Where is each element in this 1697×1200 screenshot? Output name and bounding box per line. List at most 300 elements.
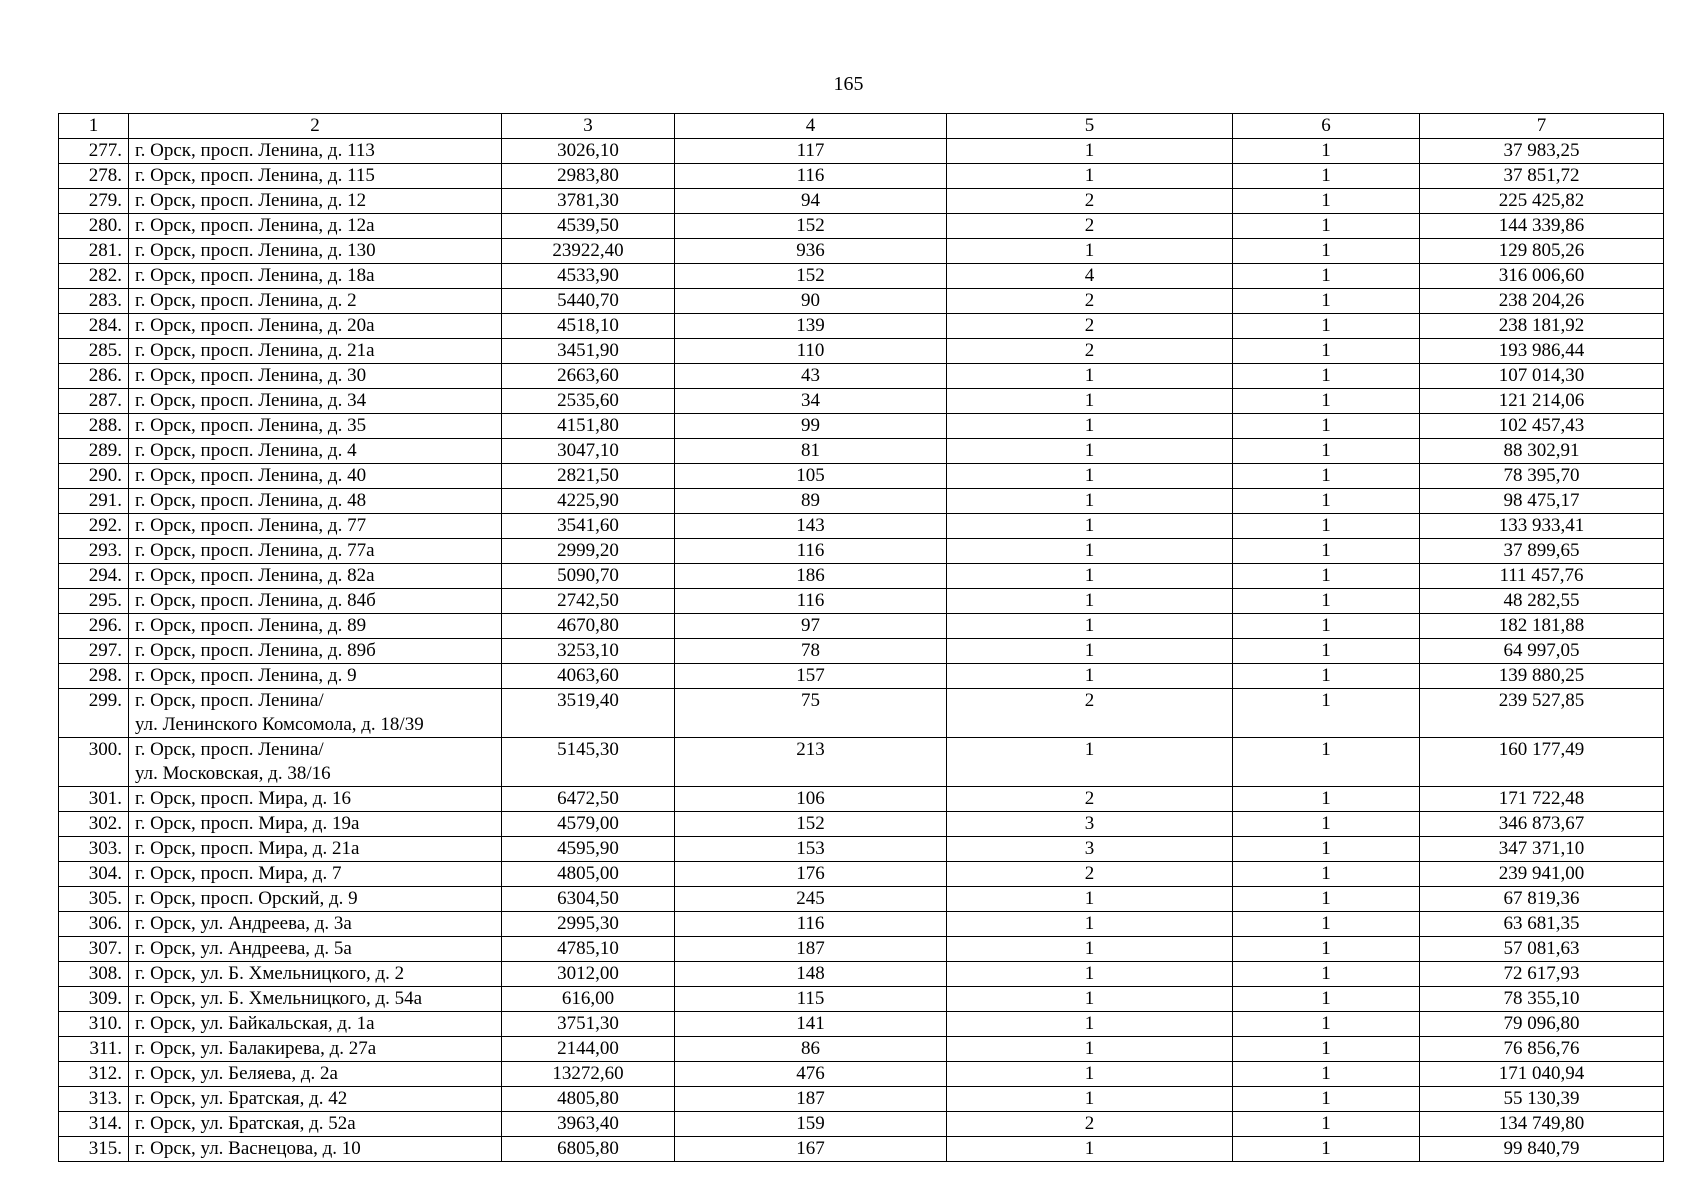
address-line: г. Орск, просп. Ленина, д. 113 xyxy=(135,140,375,161)
page-number: 165 xyxy=(833,73,864,95)
col6-cell: 1 xyxy=(1233,389,1420,414)
register-table xyxy=(58,113,1664,1162)
sum-cell: 98 475,17 xyxy=(1420,489,1664,514)
address-cell xyxy=(129,439,502,464)
address-line: г. Орск, ул. Братская, д. 42 xyxy=(135,1088,348,1109)
count-cell: 159 xyxy=(675,1112,947,1137)
address-cell xyxy=(129,689,502,738)
table-row xyxy=(59,289,1664,314)
col6-cell: 1 xyxy=(1233,364,1420,389)
address-cell xyxy=(129,1062,502,1087)
address-cell xyxy=(129,414,502,439)
area-cell: 4151,80 xyxy=(502,414,675,439)
row-number-cell: 289. xyxy=(59,439,129,464)
count-cell: 43 xyxy=(675,364,947,389)
area-cell: 2821,50 xyxy=(502,464,675,489)
table-row xyxy=(59,689,1664,738)
address-line: г. Орск, просп. Ленина, д. 18а xyxy=(135,265,375,286)
col6-cell: 1 xyxy=(1233,837,1420,862)
row-number-cell: 286. xyxy=(59,364,129,389)
sum-cell: 129 805,26 xyxy=(1420,239,1664,264)
col6-cell: 1 xyxy=(1233,738,1420,787)
sum-cell: 72 617,93 xyxy=(1420,962,1664,987)
sum-cell: 63 681,35 xyxy=(1420,912,1664,937)
address-line: г. Орск, просп. Мира, д. 19а xyxy=(135,813,360,834)
sum-cell: 139 880,25 xyxy=(1420,664,1664,689)
area-cell: 3253,10 xyxy=(502,639,675,664)
row-number-cell: 277. xyxy=(59,139,129,164)
table-row xyxy=(59,862,1664,887)
col6-cell: 1 xyxy=(1233,414,1420,439)
col5-cell: 2 xyxy=(947,787,1233,812)
count-cell: 81 xyxy=(675,439,947,464)
sum-cell: 37 851,72 xyxy=(1420,164,1664,189)
header-col-6: 6 xyxy=(1233,114,1420,139)
row-number-cell: 306. xyxy=(59,912,129,937)
address-line: г. Орск, просп. Ленина, д. 89б xyxy=(135,640,376,661)
col6-cell: 1 xyxy=(1233,214,1420,239)
header-col-4: 4 xyxy=(675,114,947,139)
col5-cell: 1 xyxy=(947,489,1233,514)
col6-cell: 1 xyxy=(1233,514,1420,539)
table-row xyxy=(59,837,1664,862)
col5-cell: 2 xyxy=(947,689,1233,738)
area-cell: 5145,30 xyxy=(502,738,675,787)
col6-cell: 1 xyxy=(1233,164,1420,189)
sum-cell: 238 204,26 xyxy=(1420,289,1664,314)
col5-cell: 1 xyxy=(947,139,1233,164)
area-cell: 2742,50 xyxy=(502,589,675,614)
row-number-cell: 312. xyxy=(59,1062,129,1087)
address-cell xyxy=(129,289,502,314)
row-number-cell: 297. xyxy=(59,639,129,664)
row-number-cell: 313. xyxy=(59,1087,129,1112)
sum-cell: 193 986,44 xyxy=(1420,339,1664,364)
table-row xyxy=(59,937,1664,962)
col5-cell: 1 xyxy=(947,738,1233,787)
col6-cell: 1 xyxy=(1233,887,1420,912)
col5-cell: 2 xyxy=(947,339,1233,364)
address-line: г. Орск, просп. Ленина/ xyxy=(135,739,324,760)
table-row xyxy=(59,564,1664,589)
address-line: г. Орск, ул. Беляева, д. 2а xyxy=(135,1063,338,1084)
count-cell: 187 xyxy=(675,937,947,962)
area-cell: 2535,60 xyxy=(502,389,675,414)
table-row xyxy=(59,787,1664,812)
address-line: г. Орск, просп. Ленина/ xyxy=(135,690,324,711)
count-cell: 94 xyxy=(675,189,947,214)
count-cell: 148 xyxy=(675,962,947,987)
count-cell: 116 xyxy=(675,539,947,564)
sum-cell: 111 457,76 xyxy=(1420,564,1664,589)
sum-cell: 57 081,63 xyxy=(1420,937,1664,962)
area-cell: 2983,80 xyxy=(502,164,675,189)
area-cell: 4539,50 xyxy=(502,214,675,239)
address-cell xyxy=(129,464,502,489)
table-row xyxy=(59,139,1664,164)
row-number-cell: 302. xyxy=(59,812,129,837)
count-cell: 167 xyxy=(675,1137,947,1162)
address-cell xyxy=(129,314,502,339)
area-cell: 2144,00 xyxy=(502,1037,675,1062)
col6-cell: 1 xyxy=(1233,1112,1420,1137)
sum-cell: 78 355,10 xyxy=(1420,987,1664,1012)
address-cell xyxy=(129,139,502,164)
address-cell xyxy=(129,987,502,1012)
area-cell: 3963,40 xyxy=(502,1112,675,1137)
address-line: г. Орск, просп. Ленина, д. 89 xyxy=(135,615,367,636)
col6-cell: 1 xyxy=(1233,987,1420,1012)
sum-cell: 48 282,55 xyxy=(1420,589,1664,614)
header-row xyxy=(59,114,1664,139)
area-cell: 23922,40 xyxy=(502,239,675,264)
table-row xyxy=(59,887,1664,912)
address-cell xyxy=(129,164,502,189)
header-col-7: 7 xyxy=(1420,114,1664,139)
sum-cell: 347 371,10 xyxy=(1420,837,1664,862)
count-cell: 89 xyxy=(675,489,947,514)
col6-cell: 1 xyxy=(1233,239,1420,264)
address-line: г. Орск, ул. Братская, д. 52а xyxy=(135,1113,356,1134)
table-body xyxy=(59,139,1664,1162)
sum-cell: 67 819,36 xyxy=(1420,887,1664,912)
sum-cell: 346 873,67 xyxy=(1420,812,1664,837)
count-cell: 117 xyxy=(675,139,947,164)
address-line: г. Орск, просп. Ленина, д. 12а xyxy=(135,215,375,236)
count-cell: 152 xyxy=(675,214,947,239)
area-cell: 3751,30 xyxy=(502,1012,675,1037)
area-cell: 4063,60 xyxy=(502,664,675,689)
area-cell: 3541,60 xyxy=(502,514,675,539)
col5-cell: 1 xyxy=(947,164,1233,189)
row-number-cell: 282. xyxy=(59,264,129,289)
count-cell: 34 xyxy=(675,389,947,414)
col6-cell: 1 xyxy=(1233,489,1420,514)
col5-cell: 1 xyxy=(947,464,1233,489)
header-col-1: 1 xyxy=(59,114,129,139)
col5-cell: 2 xyxy=(947,1112,1233,1137)
row-number-cell: 296. xyxy=(59,614,129,639)
count-cell: 213 xyxy=(675,738,947,787)
area-cell: 4225,90 xyxy=(502,489,675,514)
col6-cell: 1 xyxy=(1233,1087,1420,1112)
count-cell: 97 xyxy=(675,614,947,639)
count-cell: 115 xyxy=(675,987,947,1012)
address-cell xyxy=(129,1112,502,1137)
area-cell: 3047,10 xyxy=(502,439,675,464)
area-cell: 4805,00 xyxy=(502,862,675,887)
count-cell: 99 xyxy=(675,414,947,439)
col6-cell: 1 xyxy=(1233,139,1420,164)
sum-cell: 78 395,70 xyxy=(1420,464,1664,489)
col5-cell: 2 xyxy=(947,189,1233,214)
col6-cell: 1 xyxy=(1233,1062,1420,1087)
sum-cell: 107 014,30 xyxy=(1420,364,1664,389)
address-line: г. Орск, ул. Балакирева, д. 27а xyxy=(135,1038,377,1059)
table-row xyxy=(59,912,1664,937)
table-row xyxy=(59,239,1664,264)
col6-cell: 1 xyxy=(1233,812,1420,837)
address-cell xyxy=(129,364,502,389)
address-cell xyxy=(129,837,502,862)
col5-cell: 1 xyxy=(947,912,1233,937)
address-cell xyxy=(129,189,502,214)
row-number-cell: 293. xyxy=(59,539,129,564)
sum-cell: 55 130,39 xyxy=(1420,1087,1664,1112)
col5-cell: 1 xyxy=(947,564,1233,589)
area-cell: 2999,20 xyxy=(502,539,675,564)
address-cell xyxy=(129,514,502,539)
sum-cell: 64 997,05 xyxy=(1420,639,1664,664)
address-line: г. Орск, просп. Ленина, д. 12 xyxy=(135,190,367,211)
sum-cell: 238 181,92 xyxy=(1420,314,1664,339)
count-cell: 186 xyxy=(675,564,947,589)
address-cell xyxy=(129,339,502,364)
area-cell: 3026,10 xyxy=(502,139,675,164)
count-cell: 936 xyxy=(675,239,947,264)
row-number-cell: 307. xyxy=(59,937,129,962)
address-cell xyxy=(129,962,502,987)
area-cell: 6304,50 xyxy=(502,887,675,912)
address-cell xyxy=(129,1012,502,1037)
col6-cell: 1 xyxy=(1233,589,1420,614)
table-row xyxy=(59,539,1664,564)
count-cell: 116 xyxy=(675,912,947,937)
sum-cell: 121 214,06 xyxy=(1420,389,1664,414)
col6-cell: 1 xyxy=(1233,912,1420,937)
col5-cell: 1 xyxy=(947,1012,1233,1037)
address-line: г. Орск, ул. Байкальская, д. 1а xyxy=(135,1013,375,1034)
count-cell: 78 xyxy=(675,639,947,664)
table-row xyxy=(59,464,1664,489)
address-line: г. Орск, просп. Ленина, д. 21а xyxy=(135,340,375,361)
sum-cell: 171 040,94 xyxy=(1420,1062,1664,1087)
address-line: г. Орск, ул. Андреева, д. 3а xyxy=(135,913,352,934)
col5-cell: 1 xyxy=(947,514,1233,539)
area-cell: 6805,80 xyxy=(502,1137,675,1162)
sum-cell: 160 177,49 xyxy=(1420,738,1664,787)
address-line: ул. Ленинского Комсомола, д. 18/39 xyxy=(135,714,424,735)
header-col-5: 5 xyxy=(947,114,1233,139)
row-number-cell: 290. xyxy=(59,464,129,489)
row-number-cell: 300. xyxy=(59,738,129,787)
address-cell xyxy=(129,664,502,689)
row-number-cell: 279. xyxy=(59,189,129,214)
table-row xyxy=(59,1137,1664,1162)
area-cell: 5440,70 xyxy=(502,289,675,314)
area-cell: 4595,90 xyxy=(502,837,675,862)
address-cell xyxy=(129,787,502,812)
address-cell xyxy=(129,239,502,264)
area-cell: 3781,30 xyxy=(502,189,675,214)
table-row xyxy=(59,589,1664,614)
col6-cell: 1 xyxy=(1233,862,1420,887)
table-row xyxy=(59,987,1664,1012)
address-line: ул. Московская, д. 38/16 xyxy=(135,763,331,784)
address-line: г. Орск, ул. Б. Хмельницкого, д. 2 xyxy=(135,963,405,984)
sum-cell: 144 339,86 xyxy=(1420,214,1664,239)
col5-cell: 2 xyxy=(947,214,1233,239)
row-number-cell: 291. xyxy=(59,489,129,514)
table-row xyxy=(59,489,1664,514)
count-cell: 141 xyxy=(675,1012,947,1037)
count-cell: 187 xyxy=(675,1087,947,1112)
table-row xyxy=(59,738,1664,787)
address-cell xyxy=(129,539,502,564)
address-line: г. Орск, просп. Ленина, д. 82а xyxy=(135,565,375,586)
sum-cell: 37 899,65 xyxy=(1420,539,1664,564)
address-line: г. Орск, ул. Васнецова, д. 10 xyxy=(135,1138,361,1159)
row-number-cell: 284. xyxy=(59,314,129,339)
col5-cell: 1 xyxy=(947,589,1233,614)
sum-cell: 88 302,91 xyxy=(1420,439,1664,464)
col5-cell: 1 xyxy=(947,887,1233,912)
table-row xyxy=(59,414,1664,439)
col6-cell: 1 xyxy=(1233,564,1420,589)
count-cell: 86 xyxy=(675,1037,947,1062)
area-cell: 4670,80 xyxy=(502,614,675,639)
area-cell: 4533,90 xyxy=(502,264,675,289)
address-line: г. Орск, просп. Ленина, д. 9 xyxy=(135,665,357,686)
row-number-cell: 304. xyxy=(59,862,129,887)
table-row xyxy=(59,164,1664,189)
address-line: г. Орск, просп. Мира, д. 7 xyxy=(135,863,342,884)
table-row xyxy=(59,639,1664,664)
col5-cell: 1 xyxy=(947,239,1233,264)
row-number-cell: 298. xyxy=(59,664,129,689)
address-line: г. Орск, просп. Ленина, д. 48 xyxy=(135,490,367,511)
address-cell xyxy=(129,264,502,289)
table-row xyxy=(59,614,1664,639)
table-header xyxy=(59,114,1664,139)
area-cell: 4518,10 xyxy=(502,314,675,339)
count-cell: 75 xyxy=(675,689,947,738)
col5-cell: 1 xyxy=(947,414,1233,439)
count-cell: 139 xyxy=(675,314,947,339)
row-number-cell: 301. xyxy=(59,787,129,812)
table-row xyxy=(59,1012,1664,1037)
row-number-cell: 295. xyxy=(59,589,129,614)
col5-cell: 1 xyxy=(947,439,1233,464)
col5-cell: 1 xyxy=(947,539,1233,564)
row-number-cell: 314. xyxy=(59,1112,129,1137)
address-line: г. Орск, просп. Ленина, д. 35 xyxy=(135,415,367,436)
table-row xyxy=(59,1037,1664,1062)
row-number-cell: 303. xyxy=(59,837,129,862)
col5-cell: 1 xyxy=(947,1062,1233,1087)
address-cell xyxy=(129,887,502,912)
row-number-cell: 288. xyxy=(59,414,129,439)
count-cell: 90 xyxy=(675,289,947,314)
row-number-cell: 280. xyxy=(59,214,129,239)
col5-cell: 1 xyxy=(947,364,1233,389)
col6-cell: 1 xyxy=(1233,539,1420,564)
address-line: г. Орск, ул. Андреева, д. 5а xyxy=(135,938,352,959)
address-line: г. Орск, просп. Ленина, д. 77 xyxy=(135,515,367,536)
row-number-cell: 315. xyxy=(59,1137,129,1162)
col5-cell: 1 xyxy=(947,937,1233,962)
sum-cell: 225 425,82 xyxy=(1420,189,1664,214)
address-line: г. Орск, просп. Ленина, д. 115 xyxy=(135,165,375,186)
col6-cell: 1 xyxy=(1233,664,1420,689)
col5-cell: 1 xyxy=(947,1137,1233,1162)
address-cell xyxy=(129,639,502,664)
col5-cell: 1 xyxy=(947,664,1233,689)
table-row xyxy=(59,812,1664,837)
address-cell xyxy=(129,1087,502,1112)
count-cell: 110 xyxy=(675,339,947,364)
col6-cell: 1 xyxy=(1233,289,1420,314)
count-cell: 106 xyxy=(675,787,947,812)
address-cell xyxy=(129,489,502,514)
col6-cell: 1 xyxy=(1233,937,1420,962)
area-cell: 616,00 xyxy=(502,987,675,1012)
address-line: г. Орск, просп. Ленина, д. 77а xyxy=(135,540,375,561)
table-row xyxy=(59,664,1664,689)
col5-cell: 2 xyxy=(947,314,1233,339)
area-cell: 4785,10 xyxy=(502,937,675,962)
sum-cell: 79 096,80 xyxy=(1420,1012,1664,1037)
address-line: г. Орск, ул. Б. Хмельницкого, д. 54а xyxy=(135,988,423,1009)
area-cell: 13272,60 xyxy=(502,1062,675,1087)
area-cell: 4579,00 xyxy=(502,812,675,837)
row-number-cell: 308. xyxy=(59,962,129,987)
table-row xyxy=(59,339,1664,364)
address-cell xyxy=(129,1137,502,1162)
table-row xyxy=(59,214,1664,239)
col6-cell: 1 xyxy=(1233,689,1420,738)
address-line: г. Орск, просп. Ленина, д. 84б xyxy=(135,590,376,611)
col6-cell: 1 xyxy=(1233,639,1420,664)
sum-cell: 102 457,43 xyxy=(1420,414,1664,439)
col5-cell: 4 xyxy=(947,264,1233,289)
address-cell xyxy=(129,812,502,837)
col5-cell: 3 xyxy=(947,837,1233,862)
count-cell: 153 xyxy=(675,837,947,862)
area-cell: 3012,00 xyxy=(502,962,675,987)
area-cell: 2995,30 xyxy=(502,912,675,937)
col6-cell: 1 xyxy=(1233,264,1420,289)
table-row xyxy=(59,1087,1664,1112)
count-cell: 157 xyxy=(675,664,947,689)
address-line: г. Орск, просп. Ленина, д. 34 xyxy=(135,390,367,411)
count-cell: 105 xyxy=(675,464,947,489)
address-cell xyxy=(129,564,502,589)
sum-cell: 239 527,85 xyxy=(1420,689,1664,738)
sum-cell: 182 181,88 xyxy=(1420,614,1664,639)
row-number-cell: 281. xyxy=(59,239,129,264)
col6-cell: 1 xyxy=(1233,1137,1420,1162)
count-cell: 176 xyxy=(675,862,947,887)
col6-cell: 1 xyxy=(1233,1012,1420,1037)
row-number-cell: 285. xyxy=(59,339,129,364)
address-cell xyxy=(129,214,502,239)
area-cell: 5090,70 xyxy=(502,564,675,589)
address-line: г. Орск, просп. Мира, д. 16 xyxy=(135,788,351,809)
col5-cell: 2 xyxy=(947,289,1233,314)
address-cell xyxy=(129,862,502,887)
address-line: г. Орск, просп. Ленина, д. 30 xyxy=(135,365,367,386)
address-cell xyxy=(129,937,502,962)
count-cell: 152 xyxy=(675,264,947,289)
count-cell: 476 xyxy=(675,1062,947,1087)
row-number-cell: 299. xyxy=(59,689,129,738)
row-number-cell: 305. xyxy=(59,887,129,912)
count-cell: 152 xyxy=(675,812,947,837)
col6-cell: 1 xyxy=(1233,339,1420,364)
count-cell: 245 xyxy=(675,887,947,912)
area-cell: 2663,60 xyxy=(502,364,675,389)
